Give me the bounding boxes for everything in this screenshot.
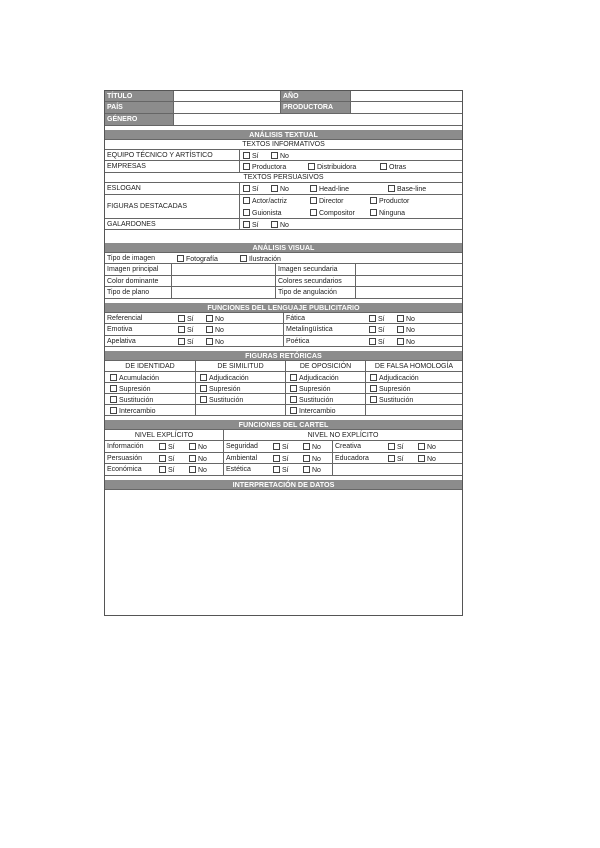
fotografia-option[interactable] [177,255,218,263]
metalinguistica-no-option[interactable] [397,326,415,334]
figuras-ninguna-option[interactable] [370,209,405,217]
educadora-si-option[interactable] [388,455,404,463]
fatica-si-option[interactable] [369,315,385,323]
seguridad-no-option[interactable] [303,443,321,451]
checkbox[interactable] [243,152,250,159]
emotiva-si-option[interactable] [178,326,194,334]
estetica-no-option[interactable] [303,466,321,474]
nivel-explicito-heading: NIVEL EXPLÍCITO [134,431,194,439]
checkbox[interactable] [206,338,213,345]
row-funcion-3 [105,336,462,347]
checkbox[interactable] [369,326,376,333]
similitud-sustitucion-option[interactable] [200,396,243,404]
eslogan-si-option[interactable] [243,185,259,193]
option-label: Sí [252,186,259,193]
section-funciones-lenguaje: FUNCIONES DEL LENGUAJE PUBLICITARIO [105,303,462,313]
checkbox[interactable] [110,407,117,414]
checkbox[interactable] [200,396,207,403]
option-label: No [215,327,224,334]
fatica-label: Fática [283,313,365,323]
checkbox[interactable] [159,466,166,473]
checkbox[interactable] [290,396,297,403]
checkbox[interactable] [110,396,117,403]
checkbox[interactable] [290,407,297,414]
option-label: Actor/actriz [252,198,288,205]
equipo-no-option[interactable] [271,152,289,160]
checkbox[interactable] [178,326,185,333]
nivel-no-explicito-heading: NIVEL NO EXPLÍCITO [223,430,462,440]
checkbox[interactable] [189,443,196,450]
checkbox[interactable] [177,255,184,262]
option-label: Sí [168,444,175,451]
row-pais [105,102,462,114]
seguridad-si-option[interactable] [273,443,289,451]
subsection-textos-persuasivos: TEXTOS PERSUASIVOS [105,173,462,183]
checkbox[interactable] [388,443,395,450]
subsection-textos-informativos: TEXTOS INFORMATIVOS [105,140,462,150]
row-imagen [105,264,462,276]
checkbox[interactable] [243,197,250,204]
checkbox[interactable] [303,466,310,473]
checkbox[interactable] [240,255,247,262]
option-label: No [406,327,415,334]
option-label: Sí [187,339,194,346]
imagen-secundaria-label: Imagen secundaria [275,264,355,275]
checkbox[interactable] [418,443,425,450]
ambiental-si-option[interactable] [273,455,289,463]
option-label: Ilustración [249,256,281,263]
row-genero [105,114,462,126]
option-label: Acumulación [119,375,160,382]
checkbox[interactable] [290,385,297,392]
educadora-no-option[interactable] [418,455,436,463]
empresas-options [239,161,462,172]
seguridad-label: Seguridad [223,441,269,452]
option-label: Director [319,198,344,205]
row-color [105,276,462,287]
retoricas-row-2 [105,383,462,394]
ambiental-label: Ambiental [223,453,269,463]
oposicion-supresion-option[interactable] [290,385,331,393]
eslogan-no-option[interactable] [271,185,289,193]
ambiental-no-option[interactable] [303,455,321,463]
row-galardones [105,219,462,230]
identidad-acumulacion-option[interactable] [110,374,159,382]
equipo-label: EQUIPO TÉCNICO Y ARTÍSTICO [107,151,213,159]
checkbox[interactable] [159,455,166,462]
option-label: No [427,444,436,451]
row-funcion-1 [105,313,462,324]
ano-label: AÑO [280,91,350,101]
checkbox[interactable] [178,315,185,322]
tipo-angulacion-field[interactable] [355,287,462,298]
option-label: No [215,339,224,346]
oposicion-adjudicacion-option[interactable] [290,374,339,382]
checkbox[interactable] [290,374,297,381]
tipo-plano-label: Tipo de plano [107,289,150,296]
imagen-secundaria-field[interactable] [355,264,462,275]
figuras-options [239,195,462,218]
checkbox[interactable] [243,209,250,216]
apelativa-si-option[interactable] [178,338,194,346]
emotiva-label: Emotiva [107,326,133,333]
option-label: Sí [252,153,259,160]
retoricas-row-4 [105,405,462,416]
option-label: Productora [252,164,287,171]
option-label: Intercambio [119,408,156,415]
option-label: No [312,467,321,474]
option-label: Sustitución [299,397,334,404]
checkbox[interactable] [388,185,395,192]
ilustracion-option[interactable] [240,255,281,263]
checkbox[interactable] [397,315,404,322]
cartel-header-row [105,430,462,441]
eslogan-options [239,183,462,194]
creativa-si-option[interactable] [388,443,404,451]
option-label: Guionista [252,210,282,217]
similitud-supresion-option[interactable] [200,385,241,393]
identidad-intercambio-option[interactable] [110,407,156,415]
informacion-si-option[interactable] [159,443,175,451]
galardones-options [239,219,462,229]
tipo-angulacion-label: Tipo de angulación [275,287,355,298]
informacion-no-option[interactable] [189,443,207,451]
economica-no-option[interactable] [189,466,207,474]
section-funciones-cartel: FUNCIONES DEL CARTEL [105,420,462,430]
section-interpretacion-datos: INTERPRETACIÓN DE DATOS [105,480,462,490]
checkbox[interactable] [369,315,376,322]
row-funcion-2 [105,324,462,336]
oposicion-sustitucion-option[interactable] [290,396,333,404]
identidad-supresion-option[interactable] [110,385,151,393]
option-label: No [198,456,207,463]
option-label: Compositor [319,210,355,217]
checkbox[interactable] [310,185,317,192]
checkbox[interactable] [310,209,317,216]
poetica-label: Poética [283,336,365,346]
pais-field[interactable] [173,102,280,113]
option-label: Sí [252,222,259,229]
option-label: Adjudicación [299,375,339,382]
empresas-otras-option[interactable] [380,163,406,171]
checkbox[interactable] [273,455,280,462]
creativa-no-option[interactable] [418,443,436,451]
option-label: Fotografía [186,256,218,263]
checkbox[interactable] [206,326,213,333]
poetica-no-option[interactable] [397,338,415,346]
eslogan-label: ESLOGAN [107,185,141,192]
option-label: Sí [282,467,289,474]
option-label: No [198,444,207,451]
de-falsa-homologia-heading: DE FALSA HOMOLOGÍA [365,361,462,371]
checkbox[interactable] [178,338,185,345]
option-label: Supresión [299,386,331,393]
option-label: Sí [168,467,175,474]
metalinguistica-label: Metalingüística [283,324,365,335]
option-label: No [198,467,207,474]
checkbox[interactable] [370,197,377,204]
economica-label: Económica [107,466,142,473]
checkbox[interactable] [206,315,213,322]
option-label: Sí [397,456,404,463]
option-label: No [280,153,289,160]
emotiva-no-option[interactable] [206,326,224,334]
metalinguistica-si-option[interactable] [369,326,385,334]
galardones-label: GALARDONES [107,220,156,228]
figuras-label: FIGURAS DESTACADAS [107,203,187,210]
estetica-label: Estética [223,464,269,475]
checkbox[interactable] [369,338,376,345]
figuras-compositor-option[interactable] [310,209,355,217]
option-label: No [280,186,289,193]
equipo-options [239,150,462,160]
option-label: Sí [187,316,194,323]
checkbox[interactable] [271,221,278,228]
figuras-guionista-option[interactable] [243,209,282,217]
checkbox[interactable] [388,455,395,462]
row-plano [105,287,462,299]
tipo-plano-field[interactable] [171,287,275,298]
option-label: No [406,339,415,346]
genero-field[interactable] [173,114,462,125]
option-label: Supresión [379,386,411,393]
option-label: Sí [378,339,385,346]
option-label: No [312,456,321,463]
persuasion-si-option[interactable] [159,455,175,463]
checkbox[interactable] [271,185,278,192]
checkbox[interactable] [200,374,207,381]
checkbox[interactable] [273,443,280,450]
colores-secundarios-field[interactable] [355,276,462,286]
figuras-actor-option[interactable] [243,197,287,205]
colores-secundarios-label: Colores secundarios [275,276,355,286]
checkbox[interactable] [397,338,404,345]
referencial-no-option[interactable] [206,315,224,323]
checkbox[interactable] [189,455,196,462]
option-label: No [406,316,415,323]
figuras-director-option[interactable] [310,197,344,205]
row-equipo [105,150,462,161]
identidad-sustitucion-option[interactable] [110,396,153,404]
option-label: Sí [282,444,289,451]
option-label: No [312,444,321,451]
checkbox[interactable] [397,326,404,333]
imagen-principal-label: Imagen principal [107,266,159,273]
checkbox[interactable] [110,385,117,392]
checkbox[interactable] [243,163,250,170]
referencial-label: Referencial [107,314,143,322]
informacion-label: Información [107,443,144,450]
checkbox[interactable] [310,197,317,204]
option-label: Supresión [119,386,151,393]
empresas-label: EMPRESAS [107,163,146,170]
option-label: Sí [282,456,289,463]
retoricas-row-3 [105,394,462,405]
productora-field[interactable] [350,102,462,113]
falsa-homologia-sustitucion-option[interactable] [370,396,413,404]
titulo-label: TÍTULO [105,91,173,101]
interpretacion-text-area[interactable] [105,490,462,615]
row-titulo [105,91,462,102]
row-figuras-destacadas [105,195,462,219]
checkbox[interactable] [243,221,250,228]
eslogan-baseline-option[interactable] [388,185,426,193]
de-identidad-heading: DE IDENTIDAD [125,362,175,370]
section-figuras-retoricas: FIGURAS RETÓRICAS [105,351,462,361]
checkbox[interactable] [110,374,117,381]
option-label: Intercambio [299,408,336,415]
option-label: Otras [389,164,407,171]
option-label: No [280,222,289,229]
checkbox[interactable] [159,443,166,450]
row-empresas [105,161,462,173]
section-analisis-textual: ANÁLISIS TEXTUAL [105,130,462,140]
de-similitud-heading: DE SIMILITUD [195,361,285,371]
poetica-si-option[interactable] [369,338,385,346]
cartel-row-1 [105,441,462,453]
option-label: Ninguna [379,210,406,217]
section-analisis-visual: ANÁLISIS VISUAL [105,243,462,253]
checkbox[interactable] [370,209,377,216]
falsa-homologia-supresion-option[interactable] [370,385,411,393]
referencial-si-option[interactable] [178,315,194,323]
checkbox[interactable] [243,185,250,192]
similitud-adjudicacion-option[interactable] [200,374,249,382]
checkbox[interactable] [370,385,377,392]
tipo-imagen-label: Tipo de imagen [107,254,155,262]
figuras-productor-option[interactable] [370,197,409,205]
estetica-si-option[interactable] [273,466,289,474]
option-label: Sustitución [209,397,244,404]
fatica-no-option[interactable] [397,315,415,323]
row-eslogan [105,183,462,195]
option-label: No [215,316,224,323]
retoricas-row-1 [105,372,462,383]
cartel-row-3 [105,464,462,476]
option-label: No [427,456,436,463]
equipo-si-option[interactable] [243,152,259,160]
economica-si-option[interactable] [159,466,175,474]
option-label: Sí [378,327,385,334]
eslogan-headline-option[interactable] [310,185,349,193]
option-label: Adjudicación [209,375,249,382]
checkbox[interactable] [200,385,207,392]
checkbox[interactable] [308,163,315,170]
educadora-label: Educadora [332,453,384,463]
checkbox[interactable] [370,396,377,403]
ano-field[interactable] [350,91,462,101]
falsa-homologia-adjudicacion-option[interactable] [370,374,419,382]
de-oposicion-heading: DE OPOSICIÓN [285,361,365,371]
titulo-field[interactable] [173,91,280,101]
creativa-label: Creativa [332,441,384,452]
checkbox[interactable] [303,455,310,462]
retoricas-header-row [105,361,462,372]
option-label: Sí [168,456,175,463]
color-dominante-field[interactable] [171,276,275,286]
genero-label: GÉNERO [105,114,173,125]
persuasion-no-option[interactable] [189,455,207,463]
productora-label: PRODUCTORA [280,102,350,113]
film-poster-analysis-form [104,90,463,616]
cartel-row-2 [105,453,462,464]
persuasion-label: Persuasión [107,454,143,462]
pais-label: PAÍS [105,102,173,113]
option-label: Head-line [319,186,349,193]
imagen-principal-field[interactable] [171,264,275,275]
apelativa-label: Apelativa [107,337,136,345]
checkbox[interactable] [380,163,387,170]
apelativa-no-option[interactable] [206,338,224,346]
checkbox[interactable] [271,152,278,159]
oposicion-intercambio-option[interactable] [290,407,336,415]
option-label: Sustitución [379,397,414,404]
option-label: Base-line [397,186,427,193]
galardones-si-option[interactable] [243,221,259,229]
option-label: Sustitución [119,397,154,404]
option-label: Distribuidora [317,164,357,171]
checkbox[interactable] [418,455,425,462]
option-label: Sí [187,327,194,334]
option-label: Supresión [209,386,241,393]
checkbox[interactable] [370,374,377,381]
checkbox[interactable] [189,466,196,473]
option-label: Sí [378,316,385,323]
checkbox[interactable] [303,443,310,450]
option-label: Adjudicación [379,375,419,382]
option-label: Sí [397,444,404,451]
empresas-productora-option[interactable] [243,163,286,171]
row-tipo-imagen [105,253,462,264]
checkbox[interactable] [273,466,280,473]
galardones-no-option[interactable] [271,221,289,229]
color-dominante-label: Color dominante [107,277,159,285]
option-label: Productor [379,198,410,205]
empresas-distribuidora-option[interactable] [308,163,356,171]
